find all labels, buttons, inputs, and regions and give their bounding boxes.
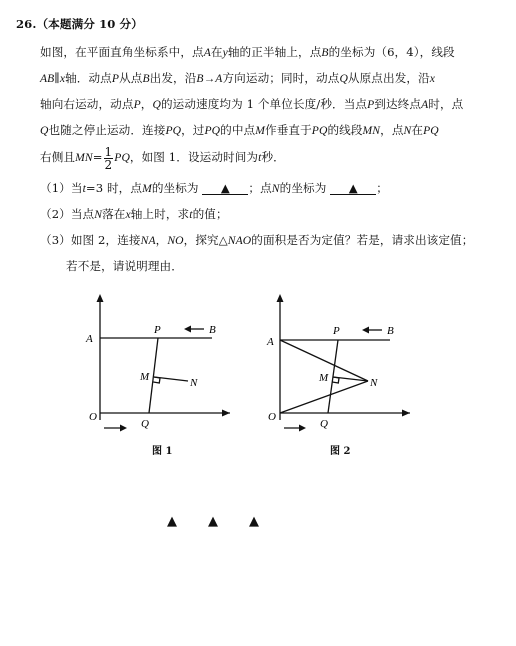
- text: ，如图 1．设运动时间为: [129, 150, 259, 164]
- answer-mark-2: ▲: [208, 514, 218, 529]
- var-M: M: [142, 182, 152, 195]
- text: ，点: [380, 123, 404, 137]
- var-P: P: [111, 72, 120, 85]
- label-p: P: [154, 324, 161, 336]
- var-PQ: PQ: [114, 151, 130, 164]
- text: 也随之停止运动．连接: [48, 123, 166, 137]
- problem-text-line-1: [40, 44, 455, 60]
- fraction-denominator: 2: [104, 157, 113, 172]
- var-P: P: [367, 98, 375, 111]
- text: ∥: [54, 71, 60, 85]
- answer-mark-3: ▲: [249, 514, 259, 529]
- var-A: A: [421, 98, 429, 111]
- var-x: x: [59, 72, 66, 85]
- text: 轴的正半轴上，点: [227, 45, 322, 59]
- problem-score: （本题满分 10 分）: [36, 17, 143, 31]
- label-o: O: [89, 411, 97, 423]
- label-b: B: [387, 325, 394, 337]
- text: 时，点: [428, 97, 464, 111]
- text: =3 时，点: [85, 181, 143, 195]
- question-3-continued: [66, 258, 183, 274]
- text: 从点: [119, 71, 143, 85]
- var-NO: NO: [167, 234, 184, 247]
- var-PQ: PQ: [204, 124, 221, 137]
- text: 右侧且: [40, 150, 76, 164]
- text: 的坐标为: [151, 181, 199, 195]
- var-MN: MN: [75, 151, 93, 164]
- var-B: B: [321, 46, 329, 59]
- label-m: M: [319, 372, 329, 384]
- text: 方向运动；同时，动点: [222, 71, 340, 85]
- var-PQ: PQ: [423, 124, 439, 137]
- text: 的面积是否为定值？若是，请求出该定值；: [251, 233, 474, 247]
- var-MN: MN: [362, 124, 381, 137]
- var-N: N: [271, 182, 280, 195]
- var-M: M: [255, 124, 265, 137]
- label-a: A: [267, 336, 274, 348]
- var-NAO: NAO: [227, 234, 252, 247]
- text: 轴向右运动，动点: [40, 97, 134, 111]
- text: ，过: [181, 123, 205, 137]
- label-q: Q: [320, 418, 328, 430]
- arrow-p-left-icon: [362, 327, 382, 334]
- x-axis-arrow-icon: [402, 410, 410, 417]
- arrow-p-left-icon: [184, 326, 204, 333]
- problem-text-line-3: [40, 96, 463, 112]
- label-b: B: [209, 324, 216, 336]
- text: 出发，沿: [149, 71, 197, 85]
- var-NA: NA: [140, 234, 156, 247]
- label-n: N: [370, 377, 378, 389]
- problem-text-line-5: [40, 144, 285, 171]
- arrow-q-right-icon: [284, 425, 306, 432]
- var-t: t: [189, 208, 193, 221]
- equals-sign: =: [92, 150, 103, 164]
- text: ；: [376, 181, 388, 195]
- text: 从原点出发，沿: [347, 71, 430, 85]
- x-axis-arrow-icon: [222, 410, 230, 417]
- problem-header: [16, 16, 143, 32]
- fraction-numerator: 1: [104, 144, 113, 159]
- var-y: y: [222, 46, 228, 59]
- y-axis-arrow-icon: [277, 294, 284, 302]
- text: （1）当: [40, 181, 83, 195]
- text: （3）如图 2，连接: [40, 233, 141, 247]
- text: 轴．动点: [65, 71, 112, 85]
- var-Q: Q: [152, 98, 161, 111]
- fraction-one-half: [104, 146, 114, 171]
- text: 在: [210, 45, 223, 59]
- var-t: t: [82, 182, 86, 195]
- text: ，探究△: [183, 233, 228, 247]
- problem-text-line-2: [40, 70, 435, 86]
- answer-mark-1: ▲: [167, 514, 177, 529]
- label-o: O: [268, 411, 276, 423]
- figure-2: [255, 290, 415, 440]
- problem-text-line-4: [40, 122, 439, 138]
- text: ，: [155, 233, 168, 247]
- text: 在: [411, 123, 424, 137]
- text: 的中点: [220, 123, 256, 137]
- text: 的坐标为: [279, 181, 327, 195]
- var-Q: Q: [40, 124, 49, 137]
- label-m: M: [140, 371, 150, 383]
- text: ，: [140, 97, 153, 111]
- text: 若不是，请说明理由．: [66, 259, 183, 273]
- label-n: N: [190, 377, 198, 389]
- var-B: B: [142, 72, 150, 85]
- var-N: N: [94, 208, 103, 221]
- problem-number: 26.: [16, 17, 37, 31]
- var-N: N: [403, 124, 412, 137]
- label-a: A: [86, 333, 93, 345]
- var-P: P: [133, 98, 141, 111]
- text: 的值；: [192, 207, 228, 221]
- var-x: x: [125, 208, 131, 221]
- arrow-q-right-icon: [104, 425, 127, 432]
- text: 的线段: [327, 123, 363, 137]
- y-axis-arrow-icon: [97, 294, 104, 302]
- right-angle-mark: [153, 377, 160, 383]
- text: 如图，在平面直角坐标系中，点: [40, 45, 204, 59]
- question-3: [40, 232, 473, 248]
- segment-pq: [328, 340, 338, 413]
- answer-blank-1: ▲: [202, 182, 248, 195]
- segment-pq: [149, 338, 158, 413]
- text: ；点: [248, 181, 272, 195]
- label-p: P: [333, 325, 340, 337]
- figure-1: [80, 290, 230, 440]
- label-q: Q: [141, 418, 149, 430]
- figure-1-caption: 图 1: [152, 446, 173, 457]
- var-Q: Q: [339, 72, 348, 85]
- question-2: [40, 206, 228, 222]
- text: 秒．: [261, 150, 285, 164]
- text: 的坐标为（6，4），线段: [328, 45, 455, 59]
- text: （2）当点: [40, 207, 95, 221]
- text: 的运动速度均为 1 个单位长度/秒．当点: [160, 97, 368, 111]
- var-A: A: [203, 46, 211, 59]
- var-BA: B→A: [196, 72, 223, 85]
- var-x: x: [429, 72, 436, 85]
- answer-blank-2: ▲: [330, 182, 376, 195]
- text: 到达终点: [374, 97, 422, 111]
- var-PQ: PQ: [165, 124, 182, 137]
- segment-no: [280, 381, 368, 413]
- text: 轴上时，求: [130, 207, 190, 221]
- figure-2-caption: 图 2: [330, 446, 351, 457]
- var-PQ: PQ: [311, 124, 328, 137]
- text: 作垂直于: [265, 123, 312, 137]
- var-t: t: [258, 151, 262, 164]
- var-AB: AB: [40, 72, 55, 85]
- question-1: [40, 180, 388, 196]
- text: 落在: [102, 207, 126, 221]
